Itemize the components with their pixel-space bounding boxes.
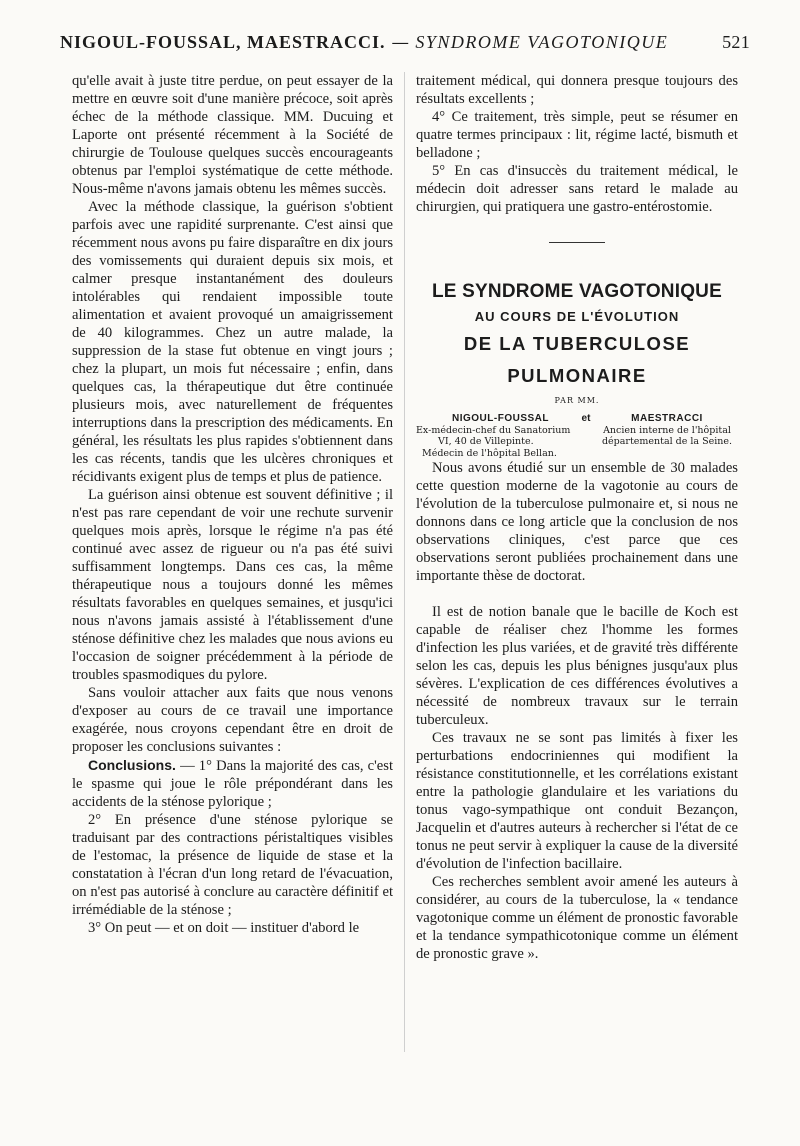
author-affiliation: Ex-médecin-chef du Sanatorium xyxy=(416,424,571,436)
author-nigoul-foussal xyxy=(416,413,576,459)
paragraph: Ces travaux ne se sont pas limités à fixer les perturbations endocriniennes qui modifient la résistance constitutionnelle, et les corrélations existant entre la pathologie glandulaire et les variations du tonus vago-sympathique ont conduit Bezançon, Jacquelin et d'autres auteurs à rechercher si l'état de ce tonus ne peut servir à expliquer la cause de la diversité d'évolution de l'infection bacillaire. xyxy=(416,730,738,872)
paragraph: Ces recherches semblent avoir amené les auteurs à considérer, au cours de la tuberculose, la « tendance vagotonique comme un élément de pronostic favorable et la tendance sympathicotonique comme un élément de pronostic grave ». xyxy=(416,874,738,962)
conclusion-1-text: — 1° Dans la majorité des cas, c'est le spasme qui joue le rôle prépondérant dans les accidents de la sténose pylorique ; xyxy=(72,758,393,810)
paragraph: La guérison ainsi obtenue est souvent définitive ; il n'est pas rare cependant de voir une rechute survenir quelques mois après, lorsque le régime n'a pas été continué avec assez de rigueur ou n'a pas été suivi suffisamment longtemps. Dans ces cas, la même thérapeutique nous a toujours donné les mêmes résultats favorables en quelques semaines, et jusqu'ici nous n'avons jamais assisté à l'établissement d'une sténose définitive chez les malades que nous avions eu l'occasion de soigner précédemment à la période de troubles spasmodiques du pylore. xyxy=(72,487,393,683)
conclusion-1 xyxy=(72,756,393,811)
author-conjunction: et xyxy=(581,413,591,424)
header-title: SYNDROME VAGOTONIQUE xyxy=(415,32,669,52)
author-affiliation: Ancien interne de l'hôpital xyxy=(603,424,731,436)
paragraph: traitement médical, qui donnera presque toujours des résultats excellents ; xyxy=(416,73,738,107)
paragraph: Avec la méthode classique, la guérison s'obtient parfois avec une rapidité surprenante. C'est ainsi que récemment nous avons pu faire disparaître en dix jours des vomissements qui duraient depuis six mois, et calmer presque instantanément des douleurs intolérables qui rendaient impossible toute alimentation et avaient provoqué un amaigrissement de 40 kilogrammes. Chez un autre malade, la suppression de la stase fut obtenue en vingt jours ; chez la plupart, un mois fut nécessaire ; enfin, dans quelques cas, la thérapeutique dut être continuée plusieurs mois, avec naturellement de fréquentes interruptions dans la prescription des médicaments. En général, les résultats les plus rapides s'obtiennent dans les cas récents, tandis que les ulcères chroniques et récidivants exigent plus de temps et plus de patience. xyxy=(72,199,393,485)
author-affiliation: départemental de la Seine. xyxy=(601,436,733,447)
conclusion-2: 2° En présence d'une sténose pylorique se traduisant par des contractions péristaltiques visibles de l'estomac, la présence de liquide de stase et la constatation à l'écran d'un long retard de l'évacuation, on n'est pas autorisé à conclure au caractère définitif et irrémédiable de la sténose ; xyxy=(72,812,393,918)
article-title-line3: DE LA TUBERCULOSE xyxy=(463,333,691,354)
section-rule xyxy=(549,242,605,243)
paragraph: 5° En cas d'insuccès du traitement médical, le médecin doit adresser sans retard le malade au chirurgien, qui pratiquera une gastro-entérostomie. xyxy=(416,163,738,215)
left-column xyxy=(72,72,393,937)
paragraph: Sans vouloir attacher aux faits que nous venons d'exposer au cours de ce travail une importance exagérée, nous croyons cependant être en droit de proposer les conclusions suivantes : xyxy=(72,685,393,755)
paragraph: qu'elle avait à juste titre perdue, on peut essayer de la mettre en œuvre soit d'une manière précoce, soit après échec de la méthode classique. MM. Ducuing et Laporte ont présenté récemment à la Société de chirurgie de Toulouse quelques succès encourageants obtenus par l'emploi systématique de cette méthode. Nous-même n'avons jamais obtenu les mêmes succès. xyxy=(72,73,393,197)
author-affiliation: VI, 40 de Villepinte. xyxy=(438,436,534,447)
running-header xyxy=(60,32,750,62)
byline-par: PAR MM. xyxy=(554,396,600,405)
author-maestracci xyxy=(596,413,738,459)
article-subtitle: AU COURS DE L'ÉVOLUTION xyxy=(474,309,680,324)
paragraph: Nous avons étudié sur un ensemble de 30 malades cette question moderne de la vagotonie au cours de l'évolution de la tuberculose pulmonaire et, si nous ne donnons dans ce long article que la conclusion de nos observations cliniques, c'est parce que ces observations seront publiées prochainement dans une importante thèse de doctorat. xyxy=(416,460,738,584)
article-title: LE SYNDROME VAGOTONIQUE xyxy=(432,281,722,302)
page-number: 521 xyxy=(722,32,750,52)
conclusion-3: 3° On peut — et on doit — instituer d'abord le xyxy=(88,920,360,936)
conclusions-label: Conclusions. xyxy=(88,757,176,773)
right-column xyxy=(416,72,738,963)
paragraph: Il est de notion banale que le bacille de Koch est capable de réaliser chez l'homme les formes d'infection les plus variées, et de gravité très différente selon les cas, depuis les plus bénignes jusqu'aux plus sévères. L'explication de ces différences évolutives a nécessité de nombreux travaux sur le terrain tuberculeux. xyxy=(416,604,738,728)
paragraph: 4° Ce traitement, très simple, peut se résumer en quatre termes principaux : lit, régime lacté, bismuth et belladone ; xyxy=(416,109,738,161)
header-separator: — xyxy=(391,33,410,53)
author-name: NIGOUL-FOUSSAL xyxy=(452,413,549,424)
header-authors: NIGOUL-FOUSSAL, MAESTRACCI. xyxy=(60,32,386,52)
column-divider xyxy=(404,72,405,1052)
author-affiliation: Médecin de l'hôpital Bellan. xyxy=(422,447,557,459)
article-title-line4: PULMONAIRE xyxy=(507,365,647,386)
author-name: MAESTRACCI xyxy=(631,413,703,424)
authors-block xyxy=(416,413,738,459)
